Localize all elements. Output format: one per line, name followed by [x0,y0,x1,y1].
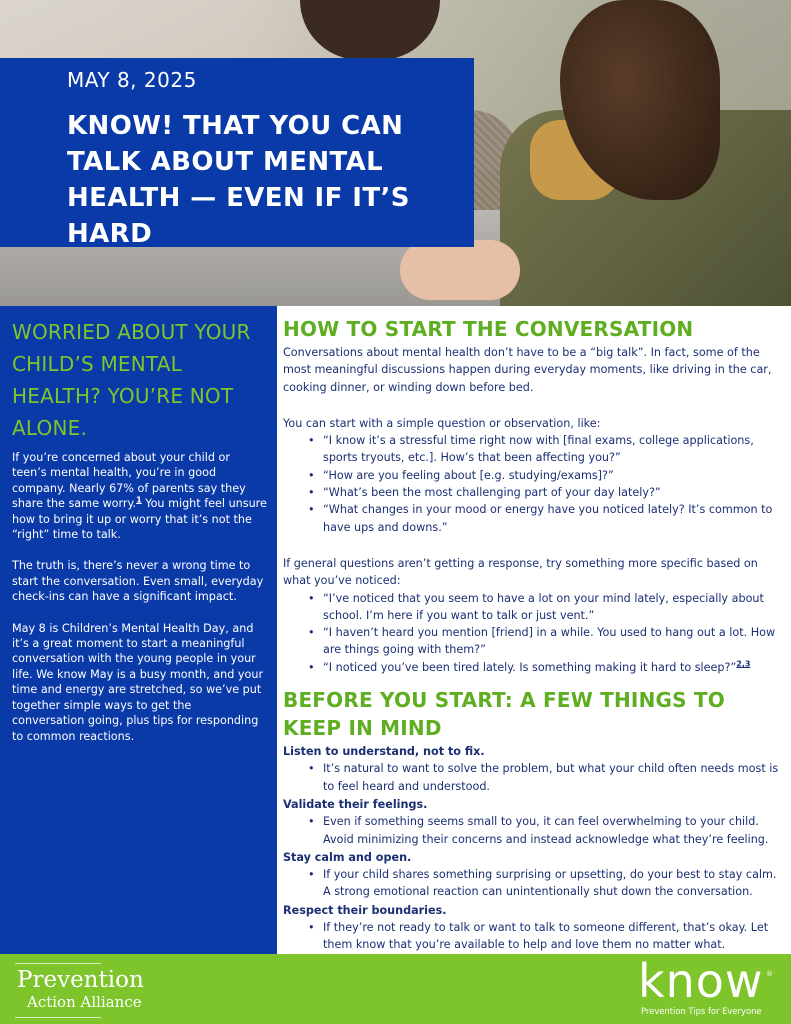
left-paragraph-2: The truth is, there’s never a wrong time to start the conversation. Even small, everyday check-ins can have a significant impact. [12,559,264,604]
page-title: KNOW! THAT YOU CAN TALK ABOUT MENTAL HEALTH — EVEN IF IT’S HARD [67,111,410,249]
main-content [277,306,791,954]
left-paragraph-1 [12,450,267,542]
tip-body: • If your child shares something surprising or upsetting, do your best to stay calm. A strong emotional reaction can unintentionally shut down the conversation. [306,866,783,901]
tip-list [306,866,783,901]
footnote-link-2-3[interactable]: 2,3 [736,659,751,669]
tip-body: • It’s natural to want to solve the problem, but what your child often needs most is to feel heard and understood. [306,760,783,795]
list-item-text: “I noticed you’ve been tired lately. Is something making it hard to sleep?” [323,660,737,674]
left-sidebar [0,306,277,954]
tip-heading: Validate their feelings. [283,797,428,811]
list-item: • “I haven’t heard you mention [friend] in a while. You used to hang out a lot. How are things going with them?” [306,624,783,659]
list-item: • “I’ve noticed that you seem to have a lot on your mind lately, especially about school. I’m here if you want to talk or just vent.” [306,590,783,625]
left-heading: WORRIED ABOUT YOUR CHILD’S MENTAL HEALTH? YOU’RE NOT ALONE. [12,320,251,440]
footnote-link-1[interactable]: 1 [136,495,142,505]
left-paragraph-1-a: If you’re concerned about your child or teen’s mental health, you’re in good company. Nearly 67% of parents say they share the same worry. [12,451,246,511]
tip-heading: Respect their boundaries. [283,903,447,917]
tip-heading: Stay calm and open. [283,850,412,864]
tip-list [306,919,783,954]
know-logo [638,956,778,1022]
section-heading-before-you-start: BEFORE YOU START: A FEW THINGS TO KEEP IN MIND [283,688,725,741]
list-item [306,659,783,676]
section-heading-start-conversation: HOW TO START THE CONVERSATION [283,317,694,341]
know-logo-tagline: Prevention Tips for Everyone [641,1006,762,1016]
tip-heading: Listen to understand, not to fix. [283,745,485,759]
list-item: • “How are you feeling about [e.g. studying/exams]?” [306,467,783,484]
left-paragraph-3: May 8 is Children’s Mental Health Day, and it’s a great moment to start a meaningful conversation with the young people in your life. We know May is a busy month, and your time and energy are stretched, so we’ve put together simple ways to get the conversation going, plus tips for responding to common reactions. [12,621,264,743]
prevention-action-alliance-logo: Prevention [17,967,144,993]
prevention-action-alliance-logo-subtitle: Action Alliance [27,993,142,1011]
know-logo-word: know [638,954,764,1008]
registered-mark: ® [766,970,773,978]
tip-body: • Even if something seems small to you, it can feel overwhelming to your child. Avoid minimizing their concerns and instead acknowledge what they’re feeling. [306,813,783,848]
logo-rule-top [15,963,101,964]
tip-list [306,760,783,795]
title-box [0,58,474,247]
list-item: • “What’s been the most challenging part of your day lately?” [306,484,783,501]
intro-paragraph: Conversations about mental health don’t have to be a “big talk”. In fact, some of the most meaningful discussions happen during everyday moments, like driving in the car, cooking dinner, or winding down before bed. [283,346,772,394]
lead-paragraph-1: You can start with a simple question or observation, like: [283,416,601,430]
tip-list [306,813,783,848]
logo-rule-bottom [15,1017,101,1018]
tip-body: • If they’re not ready to talk or want to talk to someone different, that’s okay. Let them know that you’re available to help and love them no matter what. [306,919,783,954]
list-item: • “What changes in your mood or energy have you noticed lately? It’s common to have ups and downs.” [306,501,783,536]
list-item: • “I know it’s a stressful time right now with [final exams, college applications, sports tryouts, etc.]. How’s that been affecting you?” [306,432,783,467]
question-list-2 [306,590,783,676]
lead-paragraph-2: If general questions aren’t getting a response, try something more specific based on what you’ve noticed: [283,556,758,588]
publish-date: MAY 8, 2025 [67,68,197,92]
question-list-1 [306,432,783,536]
footer [0,954,791,1024]
left-paragraph-1-b: You might feel unsure how to bring it up or worry that it’s not the “right” time to talk. [12,497,267,542]
